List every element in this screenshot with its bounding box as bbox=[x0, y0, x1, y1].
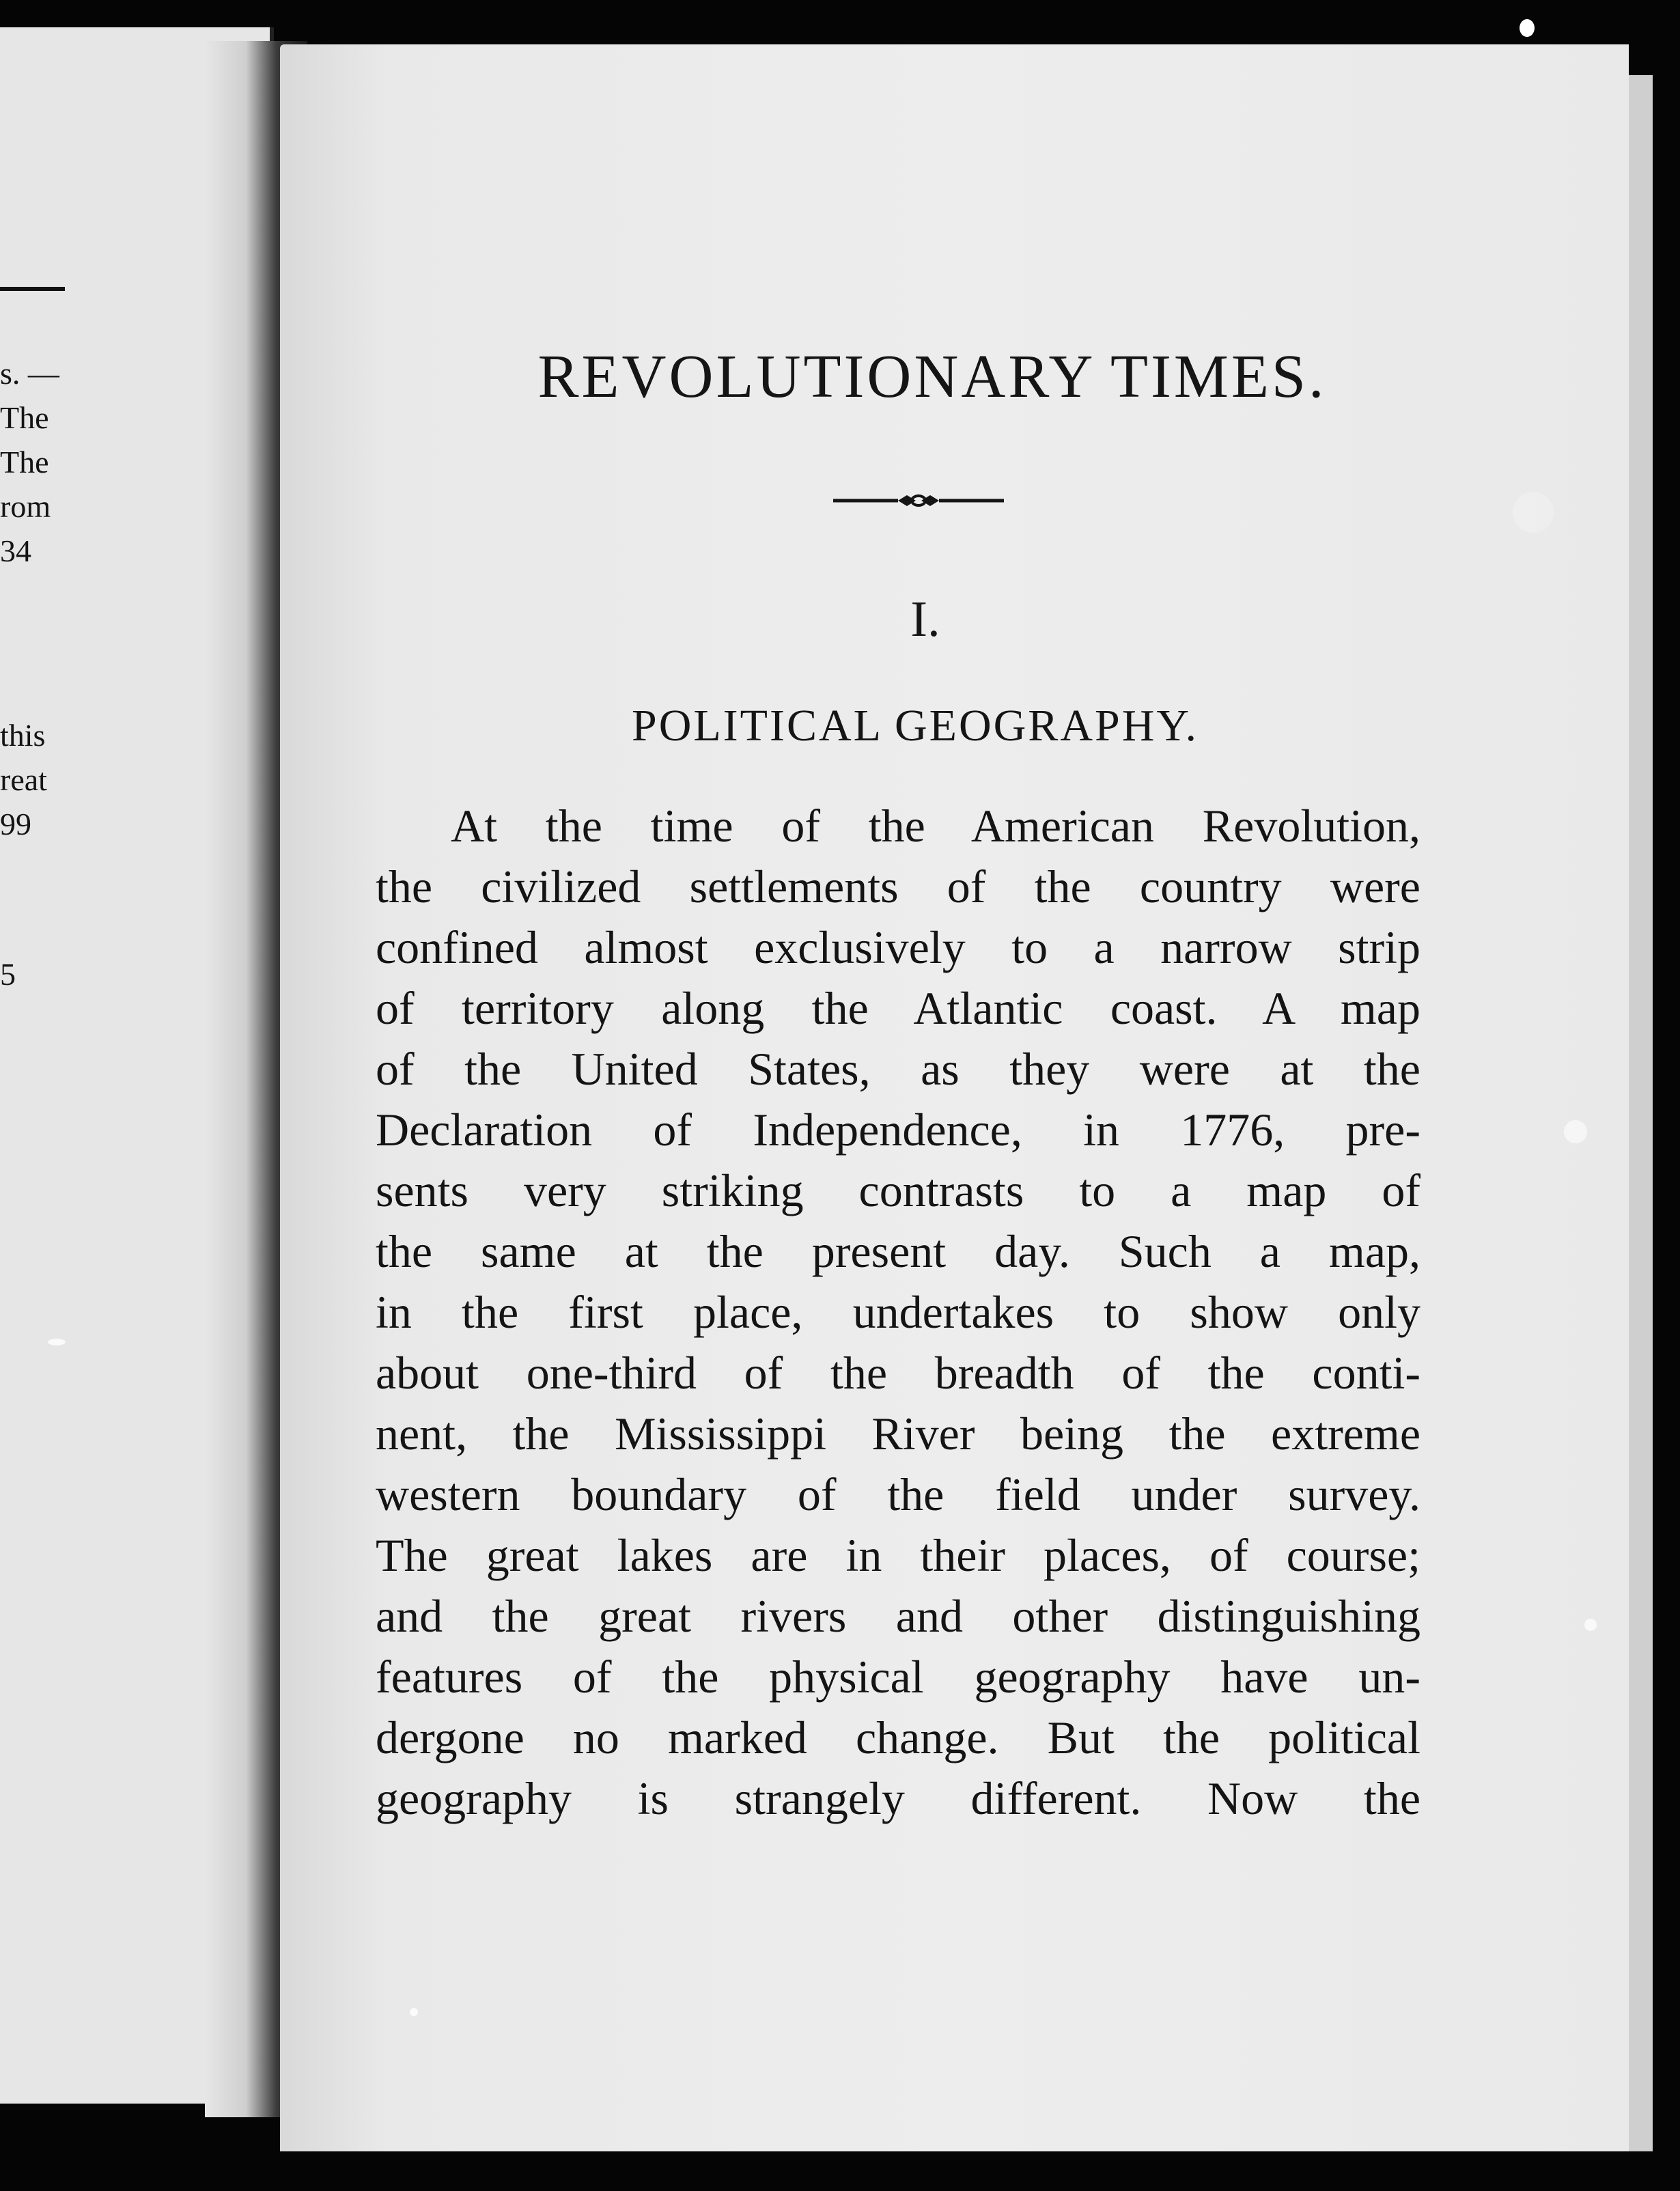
paragraph-line: the civilized settlements of the country were bbox=[376, 861, 1420, 912]
paragraph-line: The great lakes are in their places, of course; bbox=[376, 1529, 1420, 1581]
ornament-divider-icon bbox=[833, 490, 1004, 511]
chapter-numeral: I. bbox=[910, 591, 940, 647]
paragraph-line: dergone no marked change. But the political bbox=[376, 1712, 1420, 1763]
paragraph-line: At the time of the American Revolution, bbox=[451, 800, 1420, 852]
paragraph-line: in the first place, undertakes to show only bbox=[376, 1286, 1420, 1338]
dust-speck bbox=[48, 1339, 66, 1345]
paragraph-line: of territory along the Atlantic coast. A map bbox=[376, 982, 1420, 1034]
paragraph-line: confined almost exclusively to a narrow strip bbox=[376, 921, 1420, 973]
paragraph-line: features of the physical geography have un- bbox=[376, 1651, 1420, 1703]
page-edge bbox=[1629, 75, 1653, 2151]
dust-speck bbox=[1513, 492, 1554, 533]
left-line: 99 bbox=[0, 807, 31, 841]
paragraph-line: nent, the Mississippi River being the extreme bbox=[376, 1408, 1420, 1460]
paragraph-line: Declaration of Independence, in 1776, pre- bbox=[376, 1104, 1420, 1156]
dust-speck bbox=[1520, 19, 1535, 37]
paragraph-line: the same at the present day. Such a map, bbox=[376, 1225, 1420, 1277]
left-line: rom bbox=[0, 489, 51, 524]
dust-speck bbox=[1584, 1619, 1597, 1631]
page-title: REVOLUTIONARY TIMES. bbox=[537, 343, 1327, 410]
left-line: this bbox=[0, 718, 46, 753]
left-line: The bbox=[0, 400, 49, 435]
dust-speck bbox=[1564, 1120, 1587, 1143]
chapter-subtitle: POLITICAL GEOGRAPHY. bbox=[631, 701, 1199, 751]
left-page-rule bbox=[0, 287, 65, 291]
left-line: reat bbox=[0, 762, 47, 797]
left-line: The bbox=[0, 445, 49, 479]
paragraph-line: about one-third of the breadth of the conti- bbox=[376, 1347, 1420, 1399]
dust-speck bbox=[410, 2008, 418, 2016]
paragraph-line: and the great rivers and other distinguishing bbox=[376, 1590, 1420, 1642]
paragraph-line: western boundary of the field under survey. bbox=[376, 1468, 1420, 1520]
paragraph-line: of the United States, as they were at the bbox=[376, 1043, 1420, 1095]
paragraph-line: sents very striking contrasts to a map of bbox=[376, 1164, 1420, 1216]
left-line: 34 bbox=[0, 533, 31, 568]
body-paragraph bbox=[376, 796, 1420, 1829]
left-line: s. — bbox=[0, 356, 59, 391]
paragraph-line: geography is strangely different. Now the bbox=[376, 1772, 1420, 1824]
left-line: 5 bbox=[0, 957, 16, 992]
